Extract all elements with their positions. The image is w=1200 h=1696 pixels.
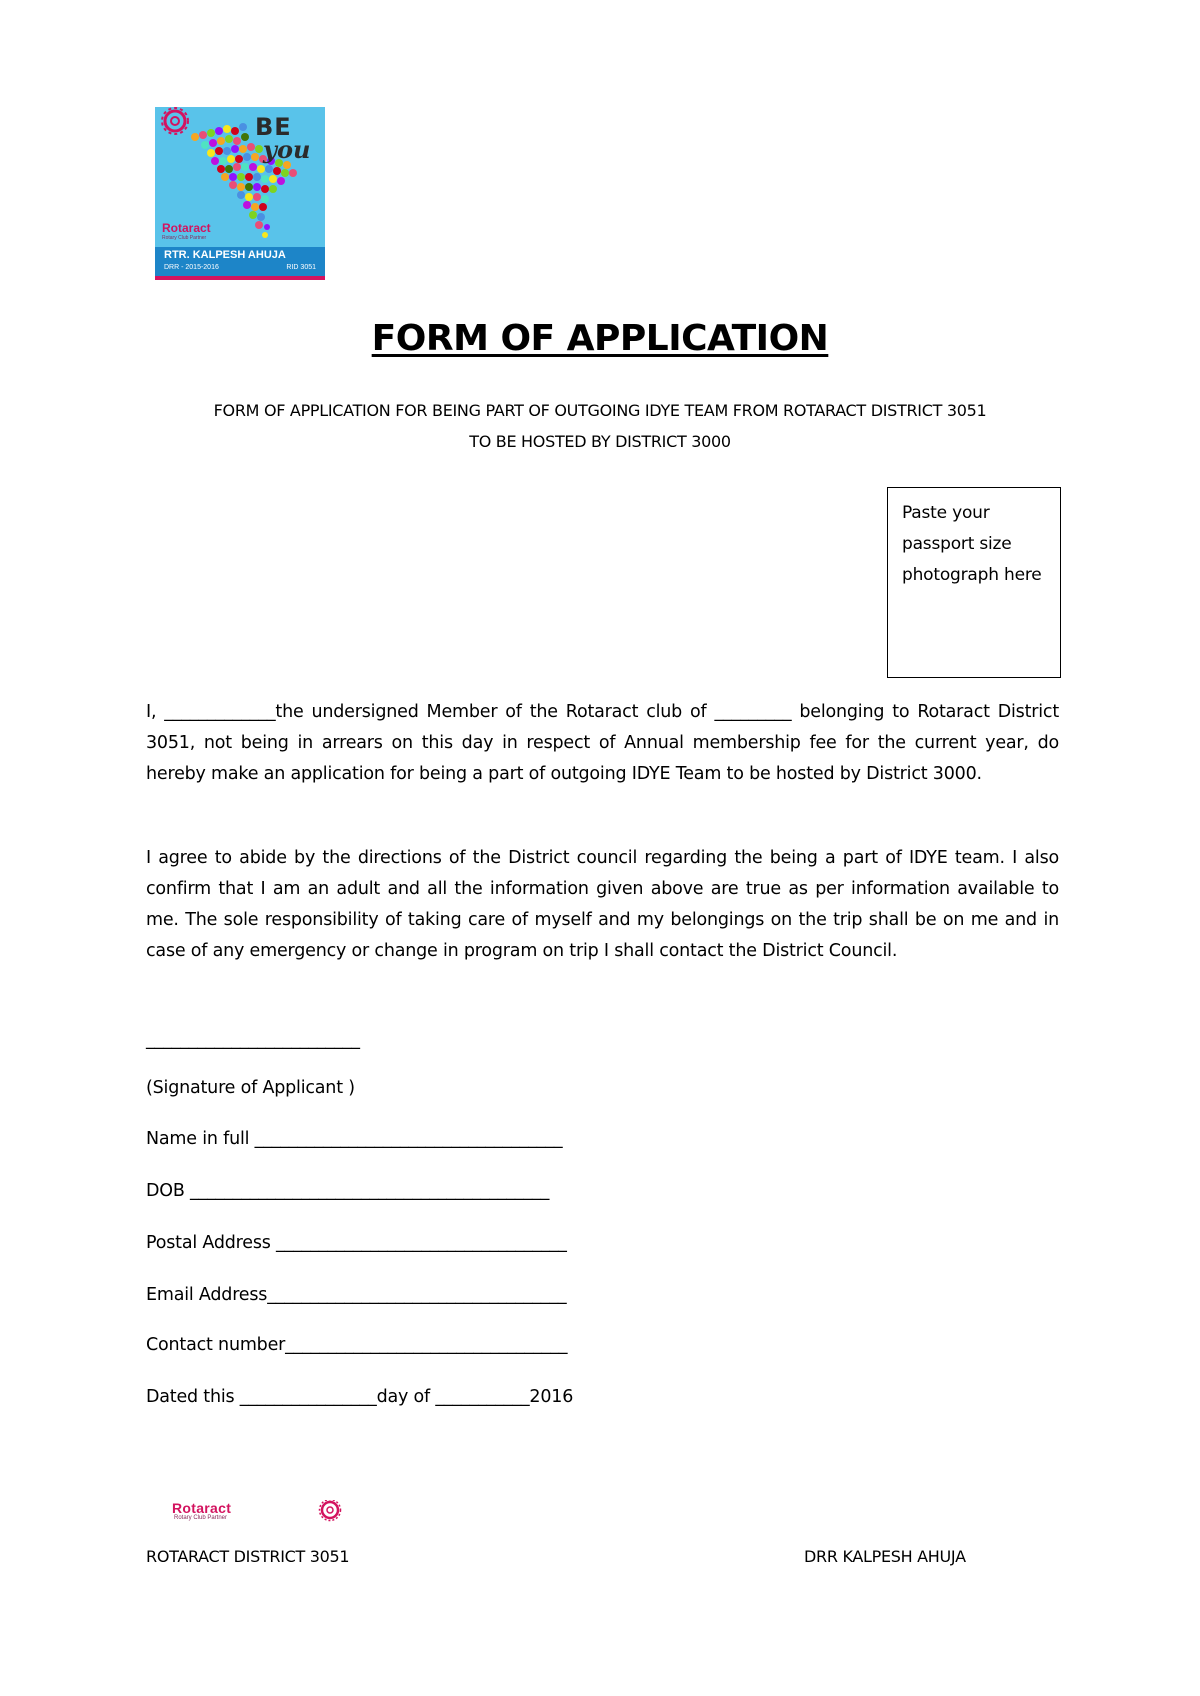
logo-accent-line	[155, 276, 325, 280]
name-field: Name in full ____________________________________	[146, 1129, 563, 1149]
logo-name: RTR. KALPESH AHUJA	[164, 249, 286, 261]
rotaract-footer-logo	[172, 1500, 348, 1526]
signature-label: (Signature of Applicant )	[146, 1078, 355, 1098]
logo-be-text: BE	[255, 113, 292, 141]
footer-signatory: DRR KALPESH AHUJA	[804, 1547, 966, 1566]
rotary-wheel-icon	[318, 1500, 346, 1522]
footer-district: ROTARACT DISTRICT 3051	[146, 1547, 350, 1566]
logo-district: RID 3051	[286, 264, 316, 271]
logo-you-text: you	[263, 135, 311, 164]
logo-name-band	[155, 247, 325, 276]
signature-line: _________________________	[146, 1030, 360, 1050]
form-title: FORM OF APPLICATION	[371, 318, 829, 359]
be-you-logo	[155, 107, 325, 280]
form-subtitle-line2: TO BE HOSTED BY DISTRICT 3000	[469, 432, 731, 451]
agreement-paragraph: I agree to abide by the directions of the District council regarding the being a part of IDYE team. I also confirm that I am an adult and all the information given above are true as per information available to me. The sole responsibility of taking care of myself and my belongings on the trip shall be on me and in case of any emergency or change in program on trip I shall contact the District Council.	[146, 848, 1059, 961]
photo-box	[887, 487, 1061, 678]
dated-field: Dated this ________________day of ___________2016	[146, 1387, 574, 1407]
rotary-wheel-icon	[162, 108, 188, 134]
form-subtitle-line1: FORM OF APPLICATION FOR BEING PART OF OUTGOING IDYE TEAM FROM ROTARACT DISTRICT 3051	[213, 401, 987, 420]
logo-years: DRR - 2015-2016	[164, 264, 219, 271]
logo-band-sub	[164, 264, 316, 271]
email-address-field: Email Address___________________________________	[146, 1285, 567, 1305]
logo-tagline: Rotary Club Partner	[162, 235, 207, 241]
footer-logo-tagline: Rotary Club Partner	[174, 1515, 228, 1521]
logo-rotaract-text: Rotaract	[162, 221, 211, 235]
footer-logo-word: Rotaract	[172, 1500, 232, 1516]
contact-number-field: Contact number_________________________________	[146, 1335, 568, 1355]
dob-field: DOB __________________________________________	[146, 1181, 550, 1201]
photo-box-instruction: Paste your passport size photograph here	[902, 503, 1042, 585]
declaration-paragraph: I, _____________the undersigned Member of the Rotaract club of _________ belonging to Rotaract District 3051, not being in arrears on this day in respect of Annual membership fee for the current year, do hereby make an application for being a part of outgoing IDYE Team to be hosted by District 3000.	[146, 702, 1059, 784]
postal-address-field: Postal Address __________________________________	[146, 1233, 567, 1253]
